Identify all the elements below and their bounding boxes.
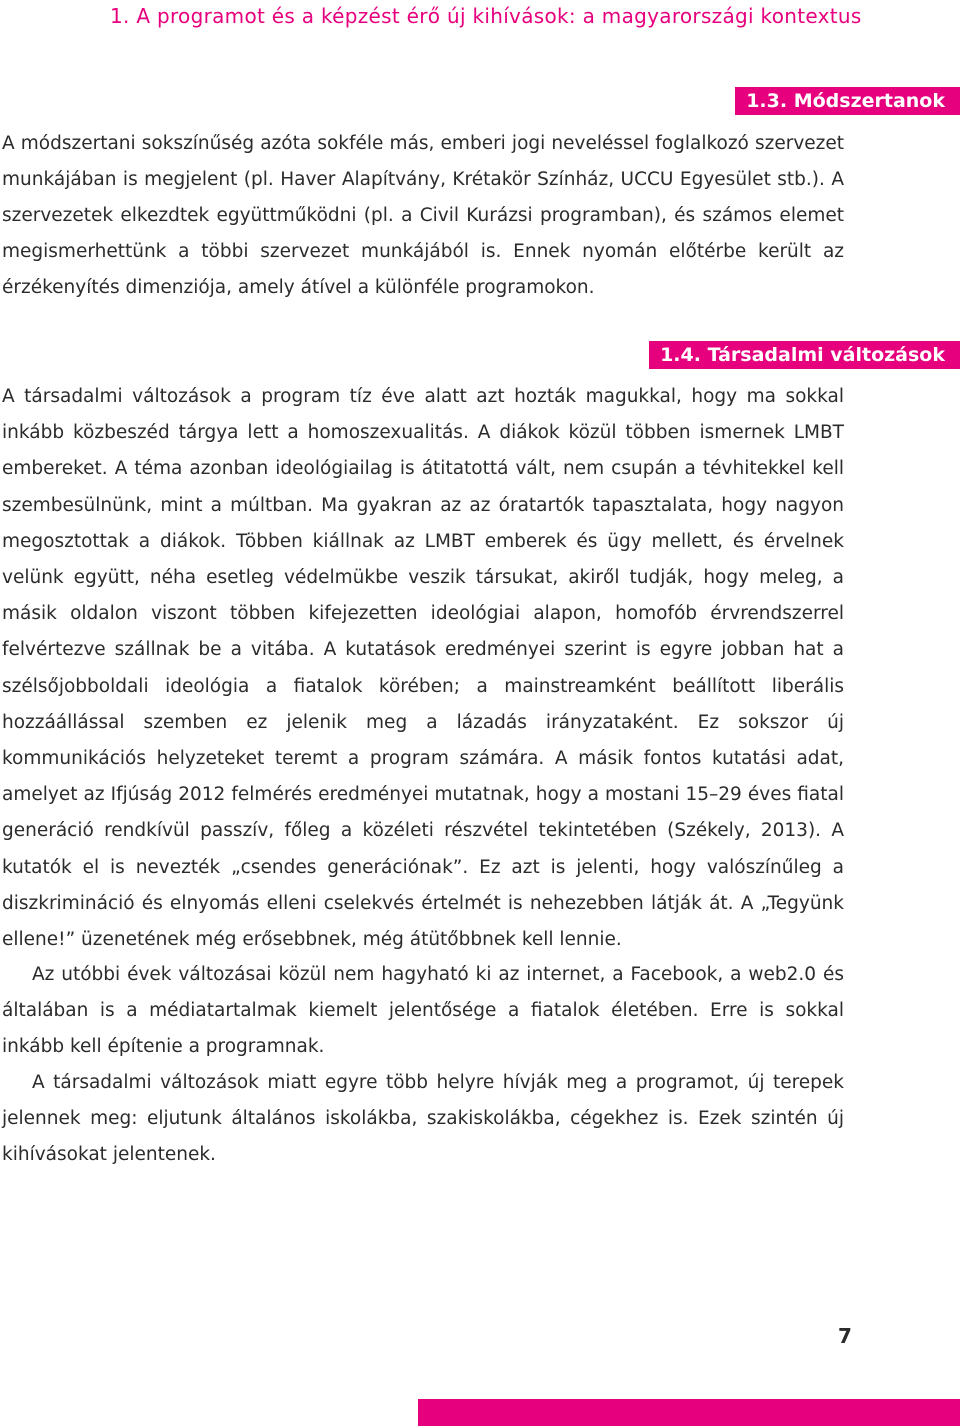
paragraph-internet-media: Az utóbbi évek változásai közül nem hagyható ki az internet, a Facebook, a web2.0 és általában is a médiatartalmak kiemelt jelentősége a fiatalok életében. Erre is sokkal inkább kell építenie a programnak. <box>2 964 844 1058</box>
paragraph-new-venues: A társadalmi változások miatt egyre több helyre hívják meg a programot, új terepek jelennek meg: eljutunk általános iskolákba, szakiskolákba, cégekhez is. Ezek szintén új kihívásokat jelentenek. <box>2 1072 844 1166</box>
paragraph-methodologies: A módszertani sokszínűség azóta sokféle más, emberi jogi neveléssel foglalkozó szervezet munkájában is megjelent (pl. Haver Alapítvány, Krétakör Színház, UCCU Egyesület stb.). A szervezetek elkezdtek együttműködni (pl. a Civil Kurázsi programban), és számos elemet megismerhettünk a többi szervezet munkájából is. Ennek nyomán előtérbe került az érzékenyítés dimenziója, amely átível a különféle programokon. <box>2 133 844 298</box>
page-number: 7 <box>838 1324 852 1348</box>
running-header: 1. A programot és a képzést érő új kihívások: a magyarországi kontextus <box>110 4 862 28</box>
paragraph-social-changes-main: A társadalmi változások a program tíz éve alatt azt hozták magukkal, hogy ma sokkal inkább közbeszéd tárgya lett a homoszexualitás. A diákok közül többen ismernek LMBT embereket. A téma azonban ideológiailag is átitatottá vált, nem csupán a tévhitekkel kell szembesülnünk, mint a múltban. Ma gyakran az az óratartók tapasztalata, hogy nagyon megosztottak a diákok. Többen kiállnak az LMBT emberek és ügy mellett, és érvelnek velünk együtt, néha esetleg védelmükbe veszik társukat, akiről tudják, hogy meleg, a másik oldalon viszont többen kifejezetten ideológiai alapon, homofób érvrendszerrel felvértezve szállnak be a vitába. A kutatások eredményei szerint is egyre jobban hat a szélsőjobboldali ideológia a fiatalok körében; a mainstreamként beállított liberális hozzáállással szemben ez jelenik meg a lázadás irányzataként. Ez sokszor új kommunikációs helyzeteket teremt a program számára. A másik fontos kutatási adat, amelyet az Ifjúság 2012 felmérés eredményei mutatnak, hogy a mostani 15–29 éves fiatal generáció rendkívül passzív, főleg a közéleti részvétel tekintetében (Székely, 2013). A kutatók el is nevezték „csendes generációnak”. Ez azt is jelenti, hogy valószínűleg a diszkrimináció és elnyomás elleni cselekvés értelmét is nehezebben látják át. A „Tegyünk ellene!” üzenetének még erősebbnek, még átütőbbnek kell lennie. <box>2 386 844 951</box>
footer-accent-bar <box>418 1399 960 1426</box>
section-heading-social-changes: 1.4. Társadalmi változások <box>649 341 960 369</box>
section-heading-methodologies: 1.3. Módszertanok <box>735 87 960 115</box>
